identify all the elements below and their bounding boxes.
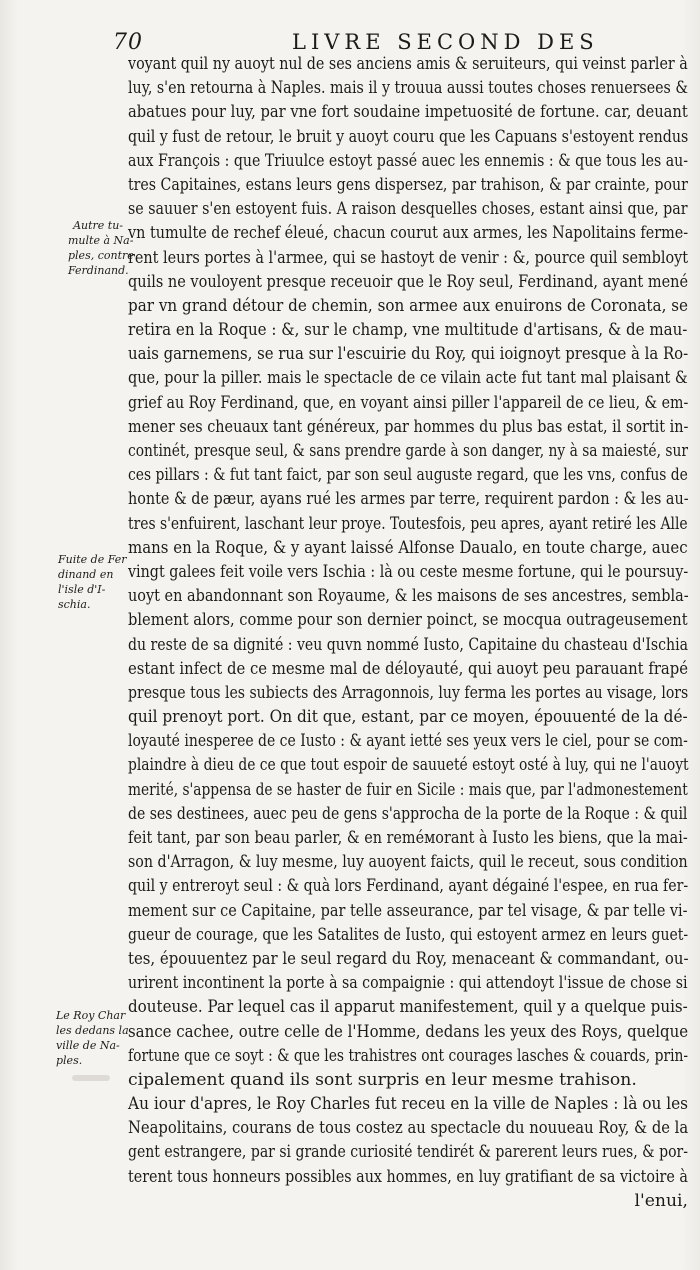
text-line: gent estrangere, par si grande curiosité tendirét & parerent leurs rues, & por- <box>128 1142 688 1163</box>
margin-note-line: l'isle d'I- <box>58 583 106 596</box>
text-line: que, pour la piller. mais le spectacle de ce vilain acte fut tant mal plaisant & <box>128 368 688 389</box>
text-line: feit tant, par son beau parler, & en reméмorant à Iusto les biens, que la mai- <box>128 828 688 848</box>
text-line: mement sur ce Capitaine, par telle asseurance, par tel visage, & par telle vi- <box>128 900 688 921</box>
text-line: grief au Roy Ferdinand, que, en voyant ainsi piller l'appareil de ce lieu, & em- <box>128 392 689 413</box>
text-line: plaindre à dieu de ce que tout espoir de sauueté estoyt osté à luy, qui ne l'auoyt <box>128 755 689 776</box>
text-line: Au iour d'apres, le Roy Charles fut receu en la ville de Naples : là ou les <box>128 1094 689 1115</box>
margin-note-line: dinand en <box>58 568 114 581</box>
margin-note-line: schia. <box>58 598 91 611</box>
margin-note-line: ples. <box>56 1054 83 1067</box>
text-line: estant infect de ce mesme mal de déloyauté, qui auoyt peu parauant frapé <box>128 658 689 679</box>
text-line: ces pillars : & fut tant faict, par son seul auguste regard, que les vns, confus de <box>128 465 688 486</box>
text-line: quil y fust de retour, le bruit y auoyt couru que les Capuans s'estoyent rendus <box>128 126 689 147</box>
text-line: fortune que ce soyt : & que les trahistres ont courages lasches & couards, prin- <box>128 1045 689 1066</box>
text-line: du reste de sa dignité : veu quvn nommé Iusto, Capitaine du chasteau d'Ischia <box>128 634 688 655</box>
text-line: par vn grand détour de chemin, son armee aux enuirons de Coronata, se <box>128 295 689 316</box>
text-line: presque tous les subiects des Arragonnois, luy ferma les portes au visage, lors <box>128 682 689 703</box>
text-line: tres s'enfuirent, laschant leur proye. Toutesfois, peu apres, ayant retiré les Alle <box>128 513 688 534</box>
text-line: luy, s'en retourna à Naples. mais il y trouua aussi toutes choses renuersees & <box>128 78 689 99</box>
text-line: vn tumulte de rechef éleué, chacun courut aux armes, les Napolitains ferme- <box>128 223 689 244</box>
margin-note-line: Fuite de Fer <box>58 553 127 566</box>
text-line: tes, épouuentez par le seul regard du Roy, menaceant & commandant, ou- <box>128 948 689 969</box>
text-line: tres Capitaines, estans leurs gens dispersez, par trahison, & par crainte, pour <box>128 174 688 195</box>
text-line: gueur de courage, que les Satalites de Iusto, qui estoyent armez en leurs guet- <box>128 924 689 945</box>
text-line: abatues pour luy, par vne fort soudaine impetuosité de fortune. car, deuant <box>128 102 688 123</box>
text-line: retira en la Roque : &, sur le champ, vne multitude d'artisans, & de mau- <box>128 320 688 341</box>
text-line: continét, presque seul, & sans prendre garde à son danger, ny à sa maiesté, sur <box>128 441 688 461</box>
margin-note-line: Ferdinand. <box>68 264 129 277</box>
text-line: rent leurs portes à l'armee, qui se hastoyt de venir : &, pource quil sembloyt <box>128 247 689 268</box>
text-line: loyauté inesperee de ce Iusto : & ayant ietté ses yeux vers le ciel, pour se com- <box>128 731 688 752</box>
text-line: quil y entreroyt seul : & quà lors Ferdinand, ayant dégainé l'espee, en rua fer- <box>128 876 689 897</box>
text-line: douteuse. Par lequel cas il apparut manifestement, quil y a quelque puis- <box>128 997 688 1018</box>
margin-note-line: multe à Na- <box>68 234 134 247</box>
margin-note-line: Le Roy Char <box>56 1009 126 1022</box>
text-line: mener ses cheuaux tant généreux, par hommes du plus bas estat, il sortit in- <box>128 416 689 437</box>
text-line: uoyt en abandonnant son Royaume, & les maisons de ses ancestres, sembla- <box>128 586 689 607</box>
margin-note-line: les dedans la <box>56 1024 129 1037</box>
text-line: terent tous honneurs possibles aux hommes, en luy gratifiant de sa victoire à <box>128 1166 688 1187</box>
text-line: de ses destinees, auec peu de gens s'approcha de la porte de la Roque : & quil <box>128 803 688 824</box>
margin-note-line: ples, contre <box>68 249 134 262</box>
text-line: se sauuer s'en estoyent fuis. A raison desquelles choses, estant ainsi que, par <box>128 199 688 220</box>
text-line: l'enui, <box>634 1190 688 1211</box>
text-line: quils ne vouloyent presque receuoir que le Roy seul, Ferdinand, ayant mené <box>128 271 689 292</box>
text-line: blement alors, comme pour son dernier poinct, se mocqua outrageusement <box>128 610 688 631</box>
body-text <box>128 52 688 1213</box>
text-line: urirent incontinent la porte à sa compaignie : qui attendoyt l'issue de chose si <box>128 973 688 994</box>
text-line: aux François : que Triuulce estoyt passé auec les ennemis : & que tous les au- <box>128 150 688 171</box>
text-line: quil prenoyt port. On dit que, estant, par ce moyen, épouuenté de la dé- <box>128 707 688 728</box>
text-line: uais garnemens, se rua sur l'escuirie du Roy, qui ioignoyt presque à la Ro- <box>128 344 689 365</box>
page-number: 70 <box>113 30 143 55</box>
ink-smudge <box>72 1075 110 1081</box>
text-line: sance cachee, outre celle de l'Homme, dedans les yeux des Roys, quelque <box>128 1021 689 1042</box>
margin-note-line: Autre tu- <box>73 219 123 232</box>
text-line: merité, s'appensa de se haster de fuir en Sicile : mais que, par l'admonestement <box>128 779 688 800</box>
text-line: voyant quil ny auoyt nul de ses anciens amis & seruiteurs, qui veinst parler à <box>128 54 688 74</box>
running-title: LIVRE SECOND DES <box>292 30 599 54</box>
text-line: son d'Arragon, & luy mesme, luy auoyent faicts, quil le receut, sous condition <box>128 852 688 873</box>
text-line: honte & de pæur, ayans rué les armes par terre, requirent pardon : & les au- <box>128 489 689 510</box>
margin-note-tumult-naples <box>68 218 134 278</box>
text-line: Neapolitains, courans de tous costez au spectacle du nouueau Roy, & de la <box>128 1118 689 1139</box>
text-line: vingt galees feit voile vers Ischia : là ou ceste mesme fortune, qui le poursuy- <box>128 561 689 582</box>
text-line: mans en la Roque, & y ayant laissé Alfonse Daualo, en toute charge, auec <box>128 537 688 558</box>
text-line: cipalement quand ils sont surpris en leur mesme trahison. <box>128 1069 637 1090</box>
margin-note-line: ville de Na- <box>56 1039 120 1052</box>
